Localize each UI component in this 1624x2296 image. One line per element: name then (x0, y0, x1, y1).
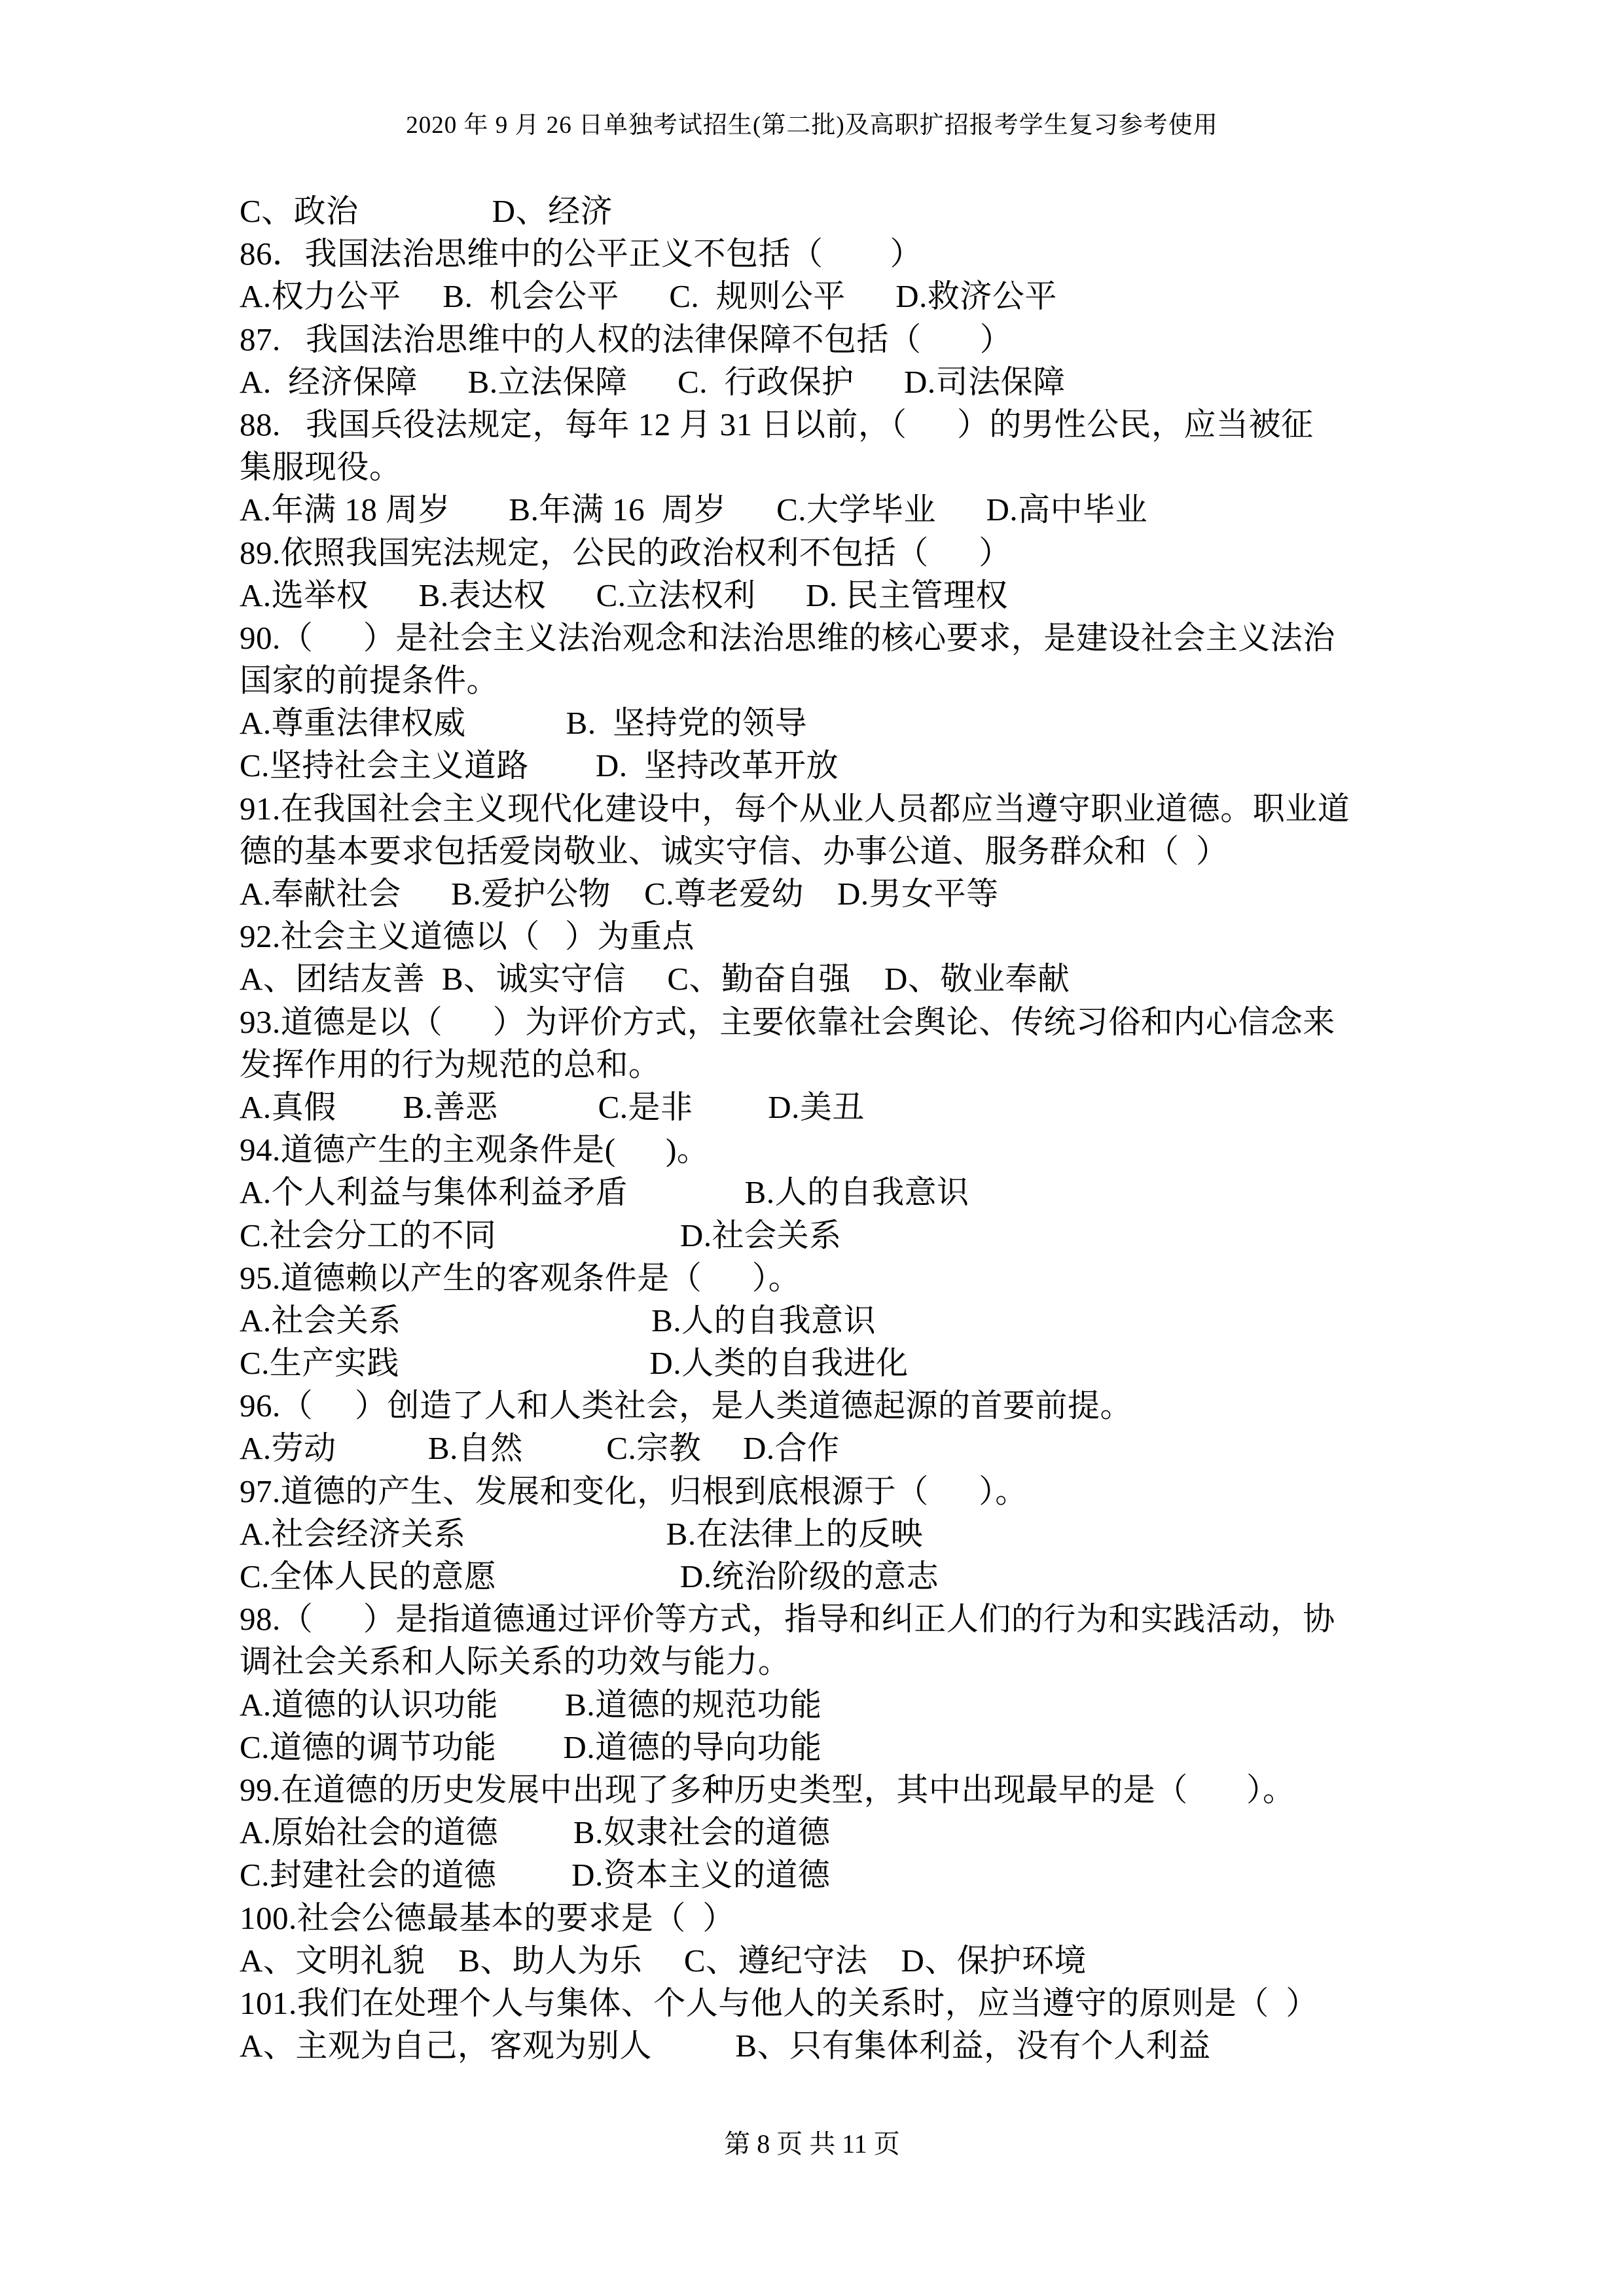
options-line: A.个人利益与集体利益矛盾 B.人的自我意识 (240, 1174, 969, 1211)
options-line: A.劳动 B.自然 C.宗教 D.合作 (240, 1430, 840, 1467)
question-line-97: 97.道德的产生、发展和变化，归根到底根源于（ ）。 (240, 1473, 1028, 1509)
question-line-91: 91.在我国社会主义现代化建设中，每个从业人员都应当遵守职业道德。职业道 (240, 790, 1350, 827)
options-line: A.原始社会的道德 B.奴隶社会的道德 (240, 1814, 831, 1851)
continuation-line: 集服现役。 (240, 449, 402, 486)
options-line: A.社会关系 B.人的自我意识 (240, 1302, 876, 1338)
options-line: A.年满 18 周岁 B.年满 16 周岁 C.大学毕业 D.高中毕业 (240, 492, 1148, 528)
question-line-101: 101.我们在处理个人与集体、个人与他人的关系时，应当遵守的原则是（ ） (240, 1984, 1318, 2021)
question-line-96: 96.（ ）创造了人和人类社会，是人类道德起源的首要前提。 (240, 1388, 1133, 1424)
continuation-line: 国家的前提条件。 (240, 662, 499, 699)
options-line: C、政治 D、经济 (240, 193, 613, 229)
page-footer: 第 8 页 共 11 页 (724, 2129, 900, 2159)
options-line: C.道德的调节功能 D.道德的导向功能 (240, 1729, 822, 1765)
options-line: A.选举权 B.表达权 C.立法权利 D. 民主管理权 (240, 577, 1008, 613)
question-line-88: 88. 我国兵役法规定，每年 12 月 31 日以前，（ ）的男性公民，应当被征 (240, 406, 1314, 442)
page-header: 2020 年 9 月 26 日单独考试招生(第二批)及高职扩招报考学生复习参考使用 (406, 112, 1218, 139)
options-line: C.封建社会的道德 D.资本主义的道德 (240, 1857, 831, 1893)
question-line-95: 95.道德赖以产生的客观条件是（ ）。 (240, 1259, 801, 1296)
question-line-98: 98.（ ）是指道德通过评价等方式，指导和纠正人们的行为和实践活动，协 (240, 1601, 1335, 1638)
options-line: A、团结友善 B、诚实守信 C、勤奋自强 D、敬业奉献 (240, 961, 1070, 997)
options-line: A、文明礼貌 B、助人为乐 C、遵纪守法 D、保护环境 (240, 1942, 1087, 1979)
options-line: A.奉献社会 B.爱护公物 C.尊老爱幼 D.男女平等 (240, 876, 999, 912)
continuation-line: 发挥作用的行为规范的总和。 (240, 1046, 661, 1083)
options-line: A、主观为自己，客观为别人 B、只有集体利益，没有个人利益 (240, 2028, 1211, 2064)
question-list (240, 190, 1398, 2067)
question-line-99: 99.在道德的历史发展中出现了多种历史类型，其中出现最早的是（ ）。 (240, 1771, 1295, 1808)
question-line-87: 87. 我国法治思维中的人权的法律保障不包括（ ） (240, 321, 1013, 357)
question-line-89: 89.依照我国宪法规定，公民的政治权利不包括（ ） (240, 534, 1011, 571)
question-line-92: 92.社会主义道德以（ ）为重点 (240, 918, 695, 955)
options-line: A. 经济保障 B.立法保障 C. 行政保护 D.司法保障 (240, 363, 1066, 400)
question-line-86: 86．我国法治思维中的公平正义不包括（ ） (240, 236, 923, 272)
options-line: C.社会分工的不同 D.社会关系 (240, 1217, 842, 1253)
question-line-93: 93.道德是以（ ）为评价方式，主要依靠社会舆论、传统习俗和内心信念来 (240, 1003, 1335, 1040)
options-line: C.全体人民的意愿 D.统治阶级的意志 (240, 1558, 939, 1594)
options-line: A.道德的认识功能 B.道德的规范功能 (240, 1686, 822, 1723)
question-line-94: 94.道德产生的主观条件是( )。 (240, 1132, 710, 1168)
options-line: A.社会经济关系 B.在法律上的反映 (240, 1515, 924, 1552)
options-line: A.真假 B.善恶 C.是非 D.美丑 (240, 1088, 865, 1125)
question-line-90: 90.（ ）是社会主义法治观念和法治思维的核心要求，是建设社会主义法治 (240, 619, 1335, 656)
options-line: A.尊重法律权威 B. 坚持党的领导 (240, 705, 808, 742)
continuation-line: 德的基本要求包括爱岗敬业、诚实守信、办事公道、服务群众和（ ） (240, 833, 1229, 869)
options-line: A.权力公平 B. 机会公平 C. 规则公平 D.救济公平 (240, 278, 1057, 315)
question-line-100: 100.社会公德最基本的要求是（ ） (240, 1899, 735, 1936)
continuation-line: 调社会关系和人际关系的功效与能力。 (240, 1643, 791, 1680)
options-line: C.坚持社会主义道路 D. 坚持改革开放 (240, 747, 839, 784)
options-line: C.生产实践 D.人类的自我进化 (240, 1345, 909, 1382)
